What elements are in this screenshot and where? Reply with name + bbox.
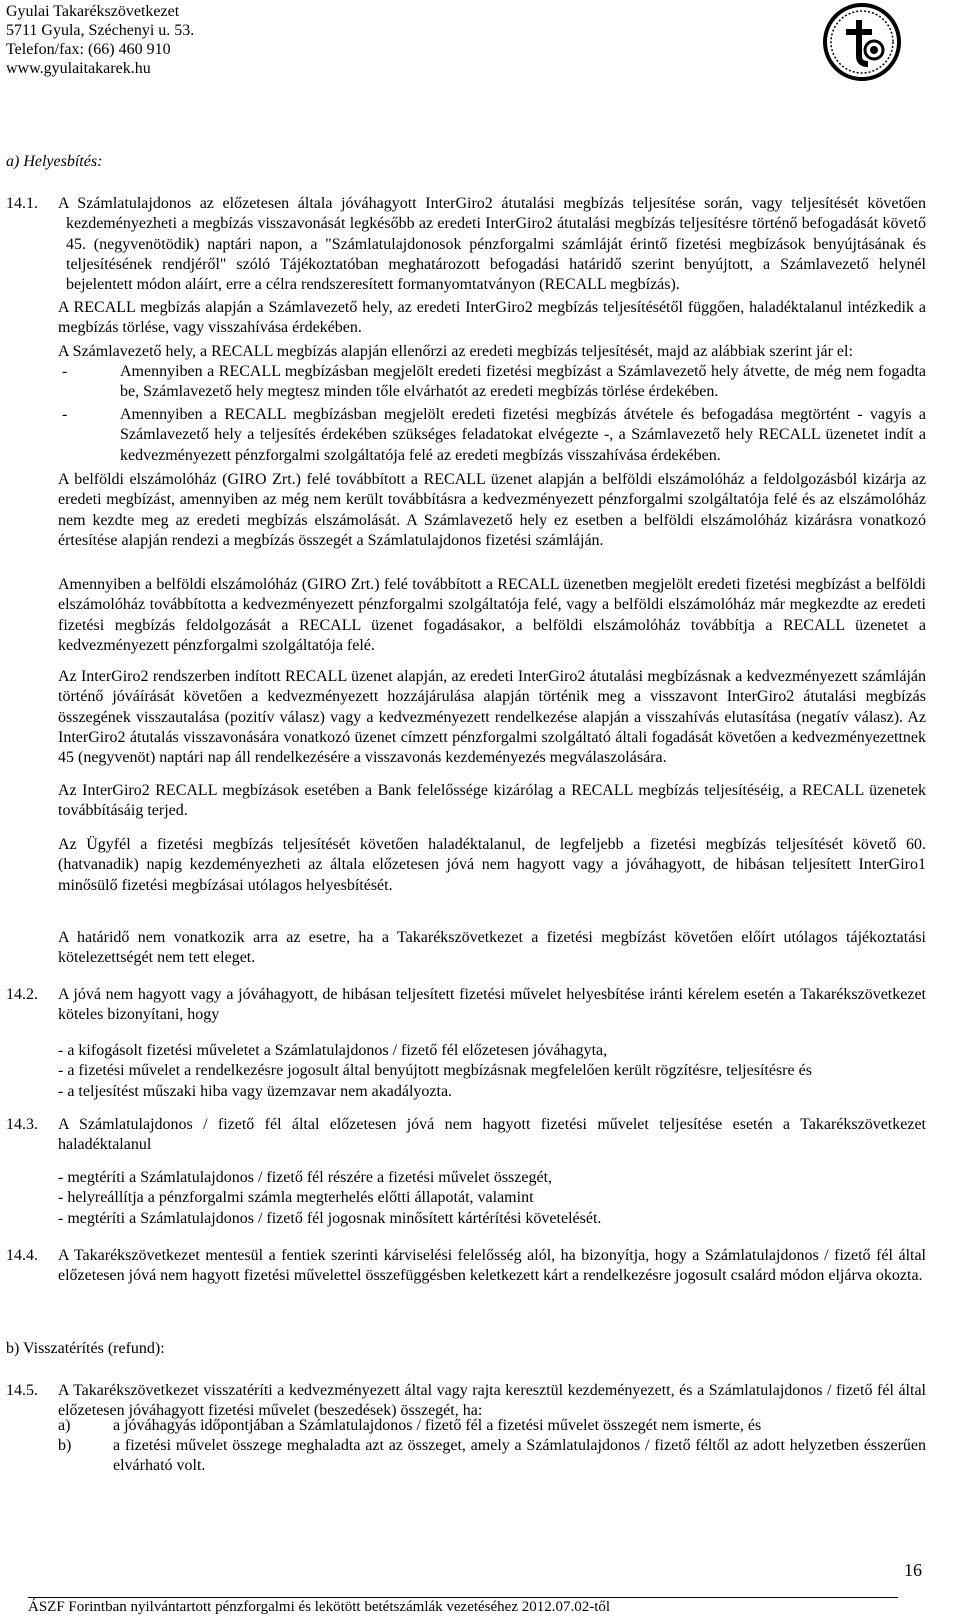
letterhead — [6, 2, 194, 78]
para-14-5-text: A Takarékszövetkezet visszatéríti a kedvezményezett által vagy rajta keresztül kezdeményezett, és a Számlatulajdonos / fizető fél által előzetesen jóváhagyott fizetési művelet (beszedések) összegét, ha: — [58, 1382, 926, 1420]
dash-item-1: Amennyiben a RECALL megbízásban megjelölt eredeti fizetési megbízást a Számlavezető hely átvette, de még nem fogadta be, Számlavezető hely megtesz minden tőle elvárhatót az eredeti megbízás törlése érdekében. — [120, 363, 926, 401]
para-14-3-list — [58, 1168, 926, 1229]
dash-item-2: Amennyiben a RECALL megbízásban megjelölt eredeti fizetési megbízás átvétele és befogadása megtörtént - vagyis a Számlavezető hely a teljesítés érdekében szükséges feladatokat elvégezte -, a Számlavezető hely RECALL üzenetet indít a kedvezményezett pénzforgalmi szolgáltatója felé az eredeti megbízás visszahívása érdekében. — [120, 406, 926, 464]
footer-text: ÁSZF Forintban nyilvántartott pénzforgalmi és lekötött betétszámlák vezetéséhez 2012.07.02-től — [28, 1599, 611, 1615]
section-a-title: a) Helyesbítés: — [6, 153, 103, 170]
para-14-1-body: A Számlatulajdonos az előzetesen általa jóváhagyott InterGiro2 átutalási megbízás teljesítése során, vagy teljesítését követően kezdeményezheti a megbízás visszavonását legkésőbb az eredeti InterGiro2 átutalási megbízás teljesítésre történő befogadását követő 45. (negyvenötödik) naptári napon, a "Számlatulajdonosok pénzforgalmi számláját érintő fizetési megbízások benyújtásának és teljesítésének rendjéről" szóló Tájékoztatóban meghatározott befogadási határidő szerint benyújtott, a Számlavezető helynél bejelentett módon aláírt, erre a célra rendszeresített formanyomtatványon (RECALL megbízás). — [58, 195, 926, 294]
para-14-3-text: A Számlatulajdonos / fizető fél által előzetesen jóvá nem hagyott fizetési művelet teljesítése esetén a Takarékszövetkezet haladéktalanul — [58, 1116, 926, 1154]
para-14-3-number: 14.3. — [6, 1116, 38, 1133]
para-14-1-liability: Az InterGiro2 RECALL megbízások esetében a Bank felelőssége kizárólag a RECALL megbízás teljesítéséig, a RECALL üzenetek továbbításáig terjed. — [58, 782, 926, 820]
para-14-2-text: A jóvá nem hagyott vagy a jóváhagyott, de hibásan teljesített fizetési művelet helyesbítése iránti kérelem esetén a Takarékszövetkezet köteles bizonyítani, hogy — [58, 986, 926, 1024]
para-14-1-giro: A belföldi elszámolóház (GIRO Zrt.) felé továbbított a RECALL üzenet alapján a belföldi elszámolóház a feldolgozásból kizárja az eredeti megbízást, amennyiben az még nem került továbbításra a kedvezményezett pénzforgalmi szolgáltatója felé és az elszámolóház nem kezdte meg az eredeti megbízás elszámolását. A Számlavezető hely ez esetben a belföldi elszámolóház kizárásra vonatkozó értesítése alapján rendezi a megbízás összegét a Számlatulajdonos fizetési számláján. — [58, 471, 926, 549]
item-b-label: b) — [58, 1437, 72, 1454]
para-14-1-correction: Az Ügyfél a fizetési megbízás teljesítését követően haladéktalanul, de legfeljebb a fizetési megbízás teljesítését követő 60. (hatvanadik) napig kezdeményezheti az általa előzetesen jóvá nem hagyott vagy a jóváhagyott, de hibásan teljesített InterGiro1 minősülő fizetési megbízásai utólagos helyesbítését. — [58, 836, 926, 894]
list-item: - helyreállítja a pénzforgalmi számla megterhelés előtti állapotát, valamint — [58, 1189, 534, 1207]
list-item: - a fizetési művelet a rendelkezésre jogosult által benyújtott megbízásnak megfelelően került rögzítésre, teljesítésre és — [58, 1062, 812, 1080]
org-name: Gyulai Takarékszövetkezet — [6, 3, 180, 20]
para-14-1-intergiro: Az InterGiro2 rendszerben indított RECALL üzenet alapján, az eredeti InterGiro2 átutalási megbízásnak a kedvezményezett számláján történő jóváírását követően a kedvezményezett hozzájárulása alapján történik meg a visszavont InterGiro2 átutalási megbízás összegének visszautalása (pozitív válasz) vagy a kedvezményezett rendelkezése alapján a visszahívás elutasítása (negatív válasz). Az InterGiro2 átutalás visszavonására vonatkozó üzenet címzett pénzforgalmi szolgáltató általi fogadását követően a kedvezményezettnek 45 (negyvenöt) naptári nap áll rendelkezésére a visszavonás kezdeményezés megválaszolására. — [58, 668, 926, 767]
para-14-2-number: 14.2. — [6, 986, 38, 1003]
para-14-5-number: 14.5. — [6, 1382, 38, 1399]
item-a-label: a) — [58, 1417, 71, 1434]
bank-logo-icon — [822, 2, 902, 82]
section-b-title: b) Visszatérítés (refund): — [6, 1340, 165, 1357]
para-14-1-recall: A RECALL megbízás alapján a Számlavezető hely, az eredeti InterGiro2 megbízás teljesítésétől függően, haladéktalanul intézkedik a megbízás törlése, vagy visszahívása érdekében. — [58, 299, 926, 337]
para-14-1-check: A Számlavezető hely, a RECALL megbízás alapján ellenőrzi az eredeti megbízás teljesítését, majd az alábbiak szerint jár el: — [58, 343, 853, 360]
org-phone: Telefon/fax: (66) 460 910 — [6, 41, 171, 58]
para-14-1-giro-forward: Amennyiben a belföldi elszámolóház (GIRO Zrt.) felé továbbított a RECALL üzenetben megjelölt eredeti fizetési megbízást a belföldi elszámolóház továbbította a kedvezményezett pénzforgalmi szolgáltatója felé, vagy a belföldi elszámolóház már megkezdte az eredeti fizetési megbízás feldolgozását a RECALL üzenet fogadásakor, a belföldi elszámolóház továbbítja a RECALL üzenetet a kedvezményezett pénzforgalmi szolgáltatója felé. — [58, 576, 926, 654]
page-number: 16 — [904, 1560, 922, 1580]
org-website: www.gyulaitakarek.hu — [6, 60, 151, 77]
dash-marker: - — [62, 406, 68, 423]
list-item: - megtéríti a Számlatulajdonos / fizető fél részére a fizetési művelet összegét, — [58, 1169, 553, 1186]
list-item: - a teljesítést műszaki hiba vagy üzemzavar nem akadályozta. — [58, 1082, 453, 1100]
para-14-1-number: 14.1. — [6, 195, 38, 212]
para-14-2-list — [58, 1041, 926, 1102]
dash-marker: - — [62, 363, 68, 380]
org-address: 5711 Gyula, Széchenyi u. 53. — [6, 22, 195, 39]
para-14-4-number: 14.4. — [6, 1247, 38, 1264]
para-14-1-deadline: A határidő nem vonatkozik arra az esetre, ha a Takarékszövetkezet a fizetési megbízást követően előírt utólagos tájékoztatási kötelezettségét nem tett eleget. — [58, 929, 926, 967]
list-item: - a kifogásolt fizetési műveletet a Számlatulajdonos / fizető fél előzetesen jóváhagyta, — [58, 1042, 608, 1059]
item-b-text: a fizetési művelet összege meghaladta azt az összeget, amely a Számlatulajdonos / fizető féltől az adott helyzetben ésszerűen elvárható volt. — [113, 1437, 926, 1475]
list-item: - megtéríti a Számlatulajdonos / fizető fél jogosnak minősített kártérítési követelését. — [58, 1209, 602, 1227]
para-14-1-text — [58, 194, 926, 295]
item-a-text: a jóváhagyás időpontjában a Számlatulajdonos / fizető fél a fizetési művelet összegét nem ismerte, és — [113, 1417, 762, 1434]
para-14-4-text: A Takarékszövetkezet mentesül a fentiek szerinti kárviselési felelősség alól, ha bizonyítja, hogy a Számlatulajdonos / fizető fél által előzetesen jóvá nem hagyott fizetési művelettel összefüggésben keletkezett kárt a rendelkezésre jogosult csalárd módon eljárva okozta. — [58, 1247, 926, 1285]
